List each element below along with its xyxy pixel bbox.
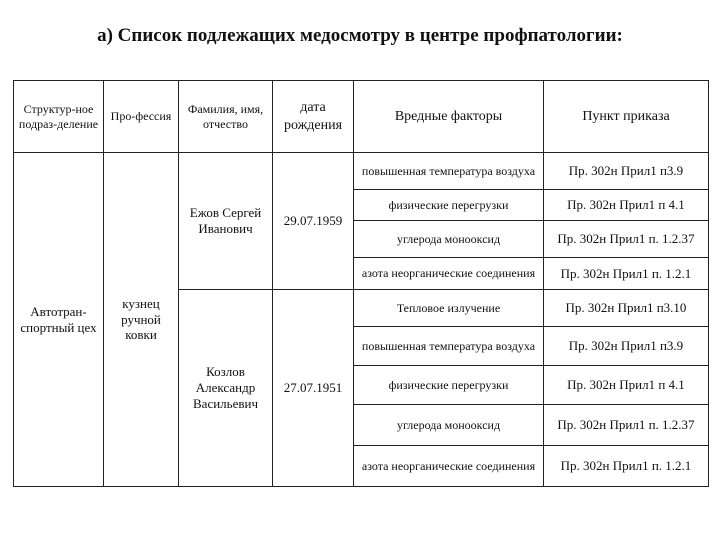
- order-item-cell: Пр. 302н Прил1 п3.10: [544, 290, 709, 327]
- order-item-cell: Пр. 302н Прил1 п 4.1: [544, 190, 709, 221]
- order-item-cell: Пр. 302н Прил1 п3.9: [544, 153, 709, 190]
- factor-cell: азота неорганические соединения: [354, 446, 544, 487]
- division-cell: Автотран-спортный цех: [14, 153, 104, 487]
- header-order-item: Пункт приказа: [544, 81, 709, 153]
- header-name: Фамилия, имя, отчество: [179, 81, 273, 153]
- birth-date-cell: 29.07.1959: [273, 153, 354, 290]
- order-item-cell: Пр. 302н Прил1 п. 1.2.37: [544, 405, 709, 446]
- order-item-cell: Пр. 302н Прил1 п. 1.2.1: [544, 446, 709, 487]
- factor-cell: повышенная температура воздуха: [354, 153, 544, 190]
- header-profession: Про-фессия: [104, 81, 179, 153]
- header-birth-date: дата рождения: [273, 81, 354, 153]
- factor-cell: азота неорганические соединения: [354, 258, 544, 290]
- person-name-cell: Ежов Сергей Иванович: [179, 153, 273, 290]
- factor-cell: Тепловое излучение: [354, 290, 544, 327]
- factor-cell: углерода монооксид: [354, 405, 544, 446]
- order-item-cell: Пр. 302н Прил1 п 4.1: [544, 366, 709, 405]
- profession-cell: кузнец ручной ковки: [104, 153, 179, 487]
- factor-cell: углерода монооксид: [354, 221, 544, 258]
- factor-cell: физические перегрузки: [354, 190, 544, 221]
- person-name-cell: Козлов Александр Васильевич: [179, 290, 273, 487]
- table-row: [14, 153, 709, 190]
- order-item-cell: Пр. 302н Прил1 п. 1.2.37: [544, 221, 709, 258]
- page-title: а) Список подлежащих медосмотру в центре профпатологии:: [97, 25, 623, 46]
- header-row: [14, 81, 709, 153]
- order-item-cell: Пр. 302н Прил1 п. 1.2.1: [544, 258, 709, 290]
- order-item-cell: Пр. 302н Прил1 п3.9: [544, 327, 709, 366]
- birth-date-cell: 27.07.1951: [273, 290, 354, 487]
- medical-exam-table: [13, 80, 709, 487]
- factor-cell: физические перегрузки: [354, 366, 544, 405]
- factor-cell: повышенная температура воздуха: [354, 327, 544, 366]
- header-division: Структур-ное подраз-деление: [14, 81, 104, 153]
- header-factors: Вредные факторы: [354, 81, 544, 153]
